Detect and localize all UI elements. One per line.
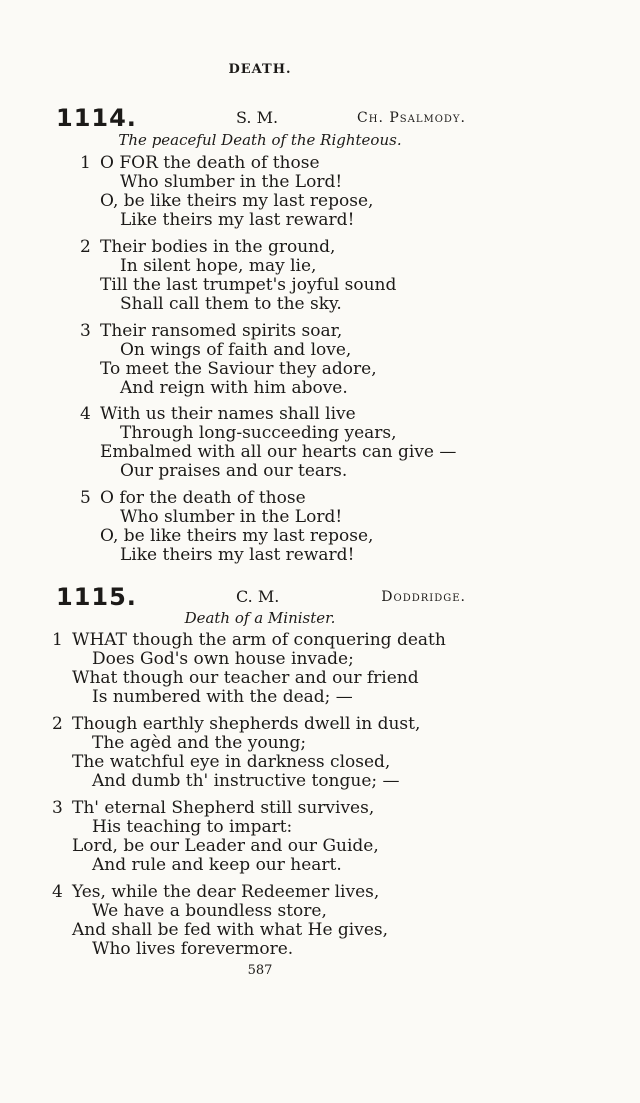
stanza-line: O, be like theirs my last repose,	[100, 526, 374, 546]
section-title: DEATH.	[228, 62, 292, 77]
stanza-number: 4	[80, 404, 91, 424]
stanza-line: Who slumber in the Lord!	[120, 172, 343, 192]
stanza-line: WHAT though the arm of conquering death	[72, 630, 446, 650]
stanza-1	[80, 154, 373, 230]
hymn-subtitle: Death of a Minister.	[184, 609, 336, 627]
stanza-line: Yes, while the dear Redeemer lives,	[72, 882, 380, 902]
stanza-line: O, be like theirs my last repose,	[100, 191, 374, 211]
stanza-line: Is numbered with the dead; —	[92, 687, 353, 707]
stanza-2	[80, 238, 396, 314]
stanza-3	[80, 322, 377, 398]
stanza-number: 3	[80, 321, 91, 341]
stanza-line: And shall be fed with what He gives,	[72, 920, 389, 940]
stanza-line: Their ransomed spirits soar,	[100, 321, 343, 341]
stanza-line: Through long-succeeding years,	[120, 423, 397, 443]
stanza-line: Who lives forevermore.	[92, 939, 294, 959]
hymn-meter: S. M.	[236, 108, 279, 127]
stanza-line: We have a boundless store,	[92, 901, 327, 921]
hymn-number: 1114.	[56, 104, 137, 132]
stanza-5	[80, 489, 373, 565]
page-number: 587	[247, 963, 273, 978]
stanza-number: 4	[52, 882, 63, 902]
stanza-line: And rule and keep our heart.	[92, 855, 342, 875]
stanza-line: Like theirs my last reward!	[120, 545, 355, 565]
stanza-line: Their bodies in the ground,	[100, 237, 336, 257]
hymn-1114-header	[56, 104, 466, 132]
hymn-subtitle: The peaceful Death of the Righteous.	[118, 131, 402, 149]
stanza-1	[52, 631, 446, 707]
stanza-line: Like theirs my last reward!	[120, 210, 355, 230]
stanza-line: What though our teacher and our friend	[72, 668, 419, 688]
hymn-author: Doddridge.	[381, 589, 466, 605]
stanza-line: Does God's own house invade;	[92, 649, 354, 669]
stanza-line: And reign with him above.	[120, 378, 348, 398]
stanza-4	[80, 405, 456, 481]
stanza-number: 3	[52, 798, 63, 818]
stanza-line: Who slumber in the Lord!	[120, 507, 343, 527]
stanza-line: On wings of faith and love,	[120, 340, 352, 360]
stanza-line: His teaching to impart:	[92, 817, 293, 837]
stanza-line: And dumb th' instructive tongue; —	[92, 771, 400, 791]
stanza-number: 5	[80, 488, 91, 508]
stanza-number: 1	[80, 153, 91, 173]
stanza-4	[52, 883, 388, 959]
stanza-line: Lord, be our Leader and our Guide,	[72, 836, 379, 856]
stanza-line: O FOR the death of those	[100, 153, 320, 173]
stanza-line: In silent hope, may lie,	[120, 256, 317, 276]
stanza-3	[52, 799, 379, 875]
stanza-line: Though earthly shepherds dwell in dust,	[72, 714, 421, 734]
stanza-line: Embalmed with all our hearts can give —	[100, 442, 457, 462]
stanza-line: O for the death of those	[100, 488, 306, 508]
hymn-1115-header	[56, 583, 466, 611]
hymn-number: 1115.	[56, 583, 137, 611]
stanza-line: To meet the Saviour they adore,	[100, 359, 377, 379]
stanza-number: 2	[52, 714, 63, 734]
stanza-2	[52, 715, 420, 791]
stanza-line: The watchful eye in darkness closed,	[72, 752, 391, 772]
stanza-line: Our praises and our tears.	[120, 461, 348, 481]
hymn-author: Ch. Psalmody.	[357, 110, 466, 126]
stanza-number: 1	[52, 630, 63, 650]
stanza-line: With us their names shall live	[100, 404, 356, 424]
stanza-number: 2	[80, 237, 91, 257]
stanza-line: Shall call them to the sky.	[120, 294, 342, 314]
stanza-line: The agèd and the young;	[92, 733, 307, 753]
stanza-line: Th' eternal Shepherd still survives,	[72, 798, 375, 818]
stanza-line: Till the last trumpet's joyful sound	[100, 275, 397, 295]
hymn-meter: C. M.	[236, 587, 280, 606]
